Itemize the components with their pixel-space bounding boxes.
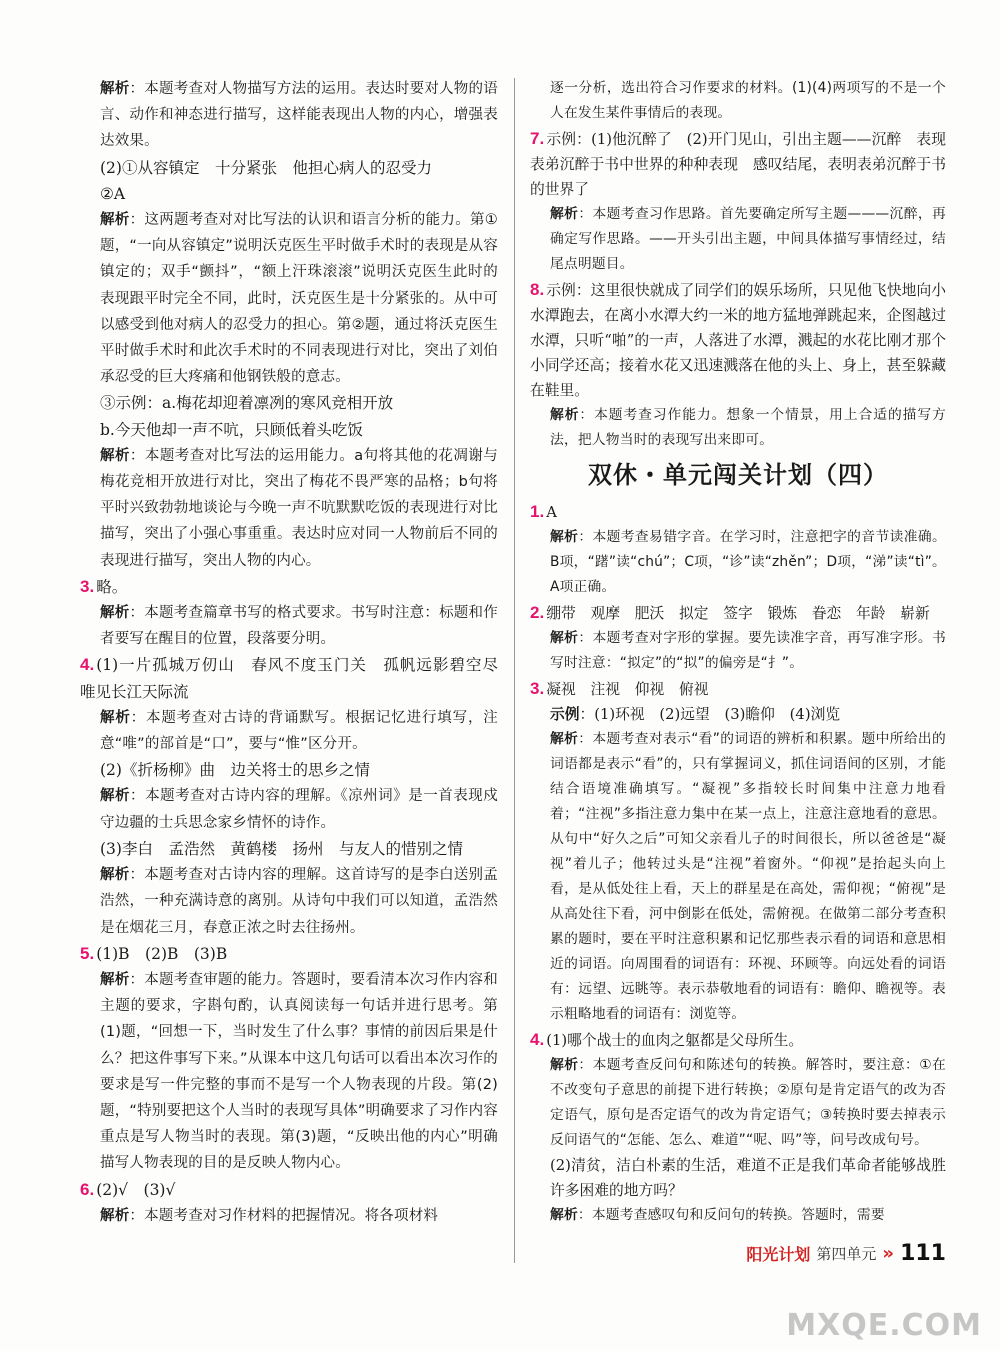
question-number: 3. — [530, 679, 545, 698]
paragraph-text: 逐一分析，选出符合习作要求的材料。(1)(4)两项写的不是一个人在发生某件事情后的表现。 — [550, 80, 946, 121]
answer-text: (1)哪个战士的血肉之躯都是父母所生。 — [546, 1032, 804, 1049]
explanation-paragraph — [530, 1203, 946, 1228]
explanation-paragraph — [80, 443, 498, 574]
paragraph-text: ：本题考查对表示“看”的词语的辨析和积累。题中所给出的词语都是表示“看”的，只有掌握词义，抓住词语间的区别，才能结合语境准确填写。“凝视”多指较长时间集中注意力地看着；“注视”多指注意力集中在某一点上，注意注意地看的意思。从句中“好久之后”可知父亲看儿子的时间很长，所以爸爸是“凝视”着儿子；他转过头是“注视”着窗外。“仰视”是抬起头向上看，是从低处往上看，天上的群星是在高处，需仰视；“俯视”是从高处往下看，河中倒影在低处，需俯视。在做第二部分考查积累的题时，要在平时注意积累和记忆那些表示看的词语和意思相近的词语。向周围看的词语有：环视、环顾等。向远处看的词语有：远望、远眺等。表示恭敬地看的词语有：瞻仰、瞻视等。表示粗略地看的词语有：浏览等。 — [550, 731, 947, 1022]
right-column — [530, 76, 946, 1228]
question-number: 8. — [530, 280, 545, 299]
answer-text: 绷带 观摩 肥沃 拟定 签字 锻炼 眷恋 年龄 崭新 — [546, 605, 930, 622]
question-item — [80, 652, 514, 704]
paragraph-text: ：本题考查审题的能力。答题时，要看清本次习作内容和主题的要求，字斟句酌，认真阅读每一句话并进行思考。第(1)题，“回想一下，当时发生了什么事？事情的前因后果是什么？把这件事写下来。”从课本中这几句话可以看出本次习作的要求是写一件完整的事而不是写一个人物表现的片段。第(2)题，“特别要把这个人当时的表现写具体”明确要求了习作内容重点是写人物当时的表现。第(3)题，“反映出他的内心”明确描写人物表现的目的是反映人物内心。 — [100, 971, 498, 1172]
label: 解析 — [100, 867, 130, 884]
question-item — [530, 277, 946, 403]
paragraph-text: ③示例：a.梅花却迎着凛冽的寒风竞相开放 — [100, 394, 394, 413]
answer-text: 略。 — [96, 577, 128, 596]
paragraph-text: ：这两题考查对对比写法的认识和语言分析的能力。第①题，“一向从容镇定”说明沃克医生平时做手术时的表现是从容镇定的；双手“颤抖”，“额上汗珠滚滚”说明沃克医生此时的表现跟平时完全不同，此时，沃克医生是十分紧张的。从中可以感受到他对病人的忍受力的担心。第②题，通过将沃克医生平时做手术时和此次手术时的不同表现进行对比，突出了刘伯承忍受的巨大疼痛和他钢铁般的意志。 — [100, 212, 499, 386]
question-number: 5. — [80, 943, 95, 963]
question-number: 1. — [530, 502, 545, 521]
question-item — [530, 676, 946, 702]
answer-line — [80, 417, 498, 443]
paragraph-text: ：本题考查对古诗内容的理解。《凉州词》是一首表现戍守边疆的士兵思念家乡情怀的诗作。 — [100, 788, 498, 831]
explanation-paragraph — [80, 705, 498, 757]
label: 解析 — [550, 407, 580, 423]
answer-text: A — [546, 504, 557, 521]
question-number: 4. — [530, 1030, 545, 1049]
label: 解析 — [100, 788, 131, 805]
answer-line — [80, 155, 498, 181]
question-item — [80, 574, 498, 600]
explanation-paragraph — [80, 600, 498, 652]
paragraph-text: ：(1)环视 (2)远望 (3)瞻仰 (4)浏览 — [579, 706, 841, 723]
paragraph-text: (2)清贫，洁白朴素的生活，难道不正是我们革命者能够战胜许多困难的地方吗？ — [550, 1157, 946, 1199]
paragraph-text: ：本题考查对字形的掌握。要先读准字音，再写准字形。书写时注意：“拟定”的“拟”的偏旁是“扌”。 — [550, 630, 947, 671]
paragraph-text: ：本题考查对比写法的运用能力。a句将其他的花凋谢与梅花竞相开放进行对比，突出了梅花不畏严寒的品格；b句将平时兴致勃勃地谈论与今晚一声不吭默默吃饭的表现进行对比描写，突出了小强心事重重。表达时应对同一人物前后不同的表现进行描写，突出人物的内心。 — [100, 447, 498, 569]
double-chevron-icon: » — [882, 1242, 895, 1264]
answer-text: 示例：(1)他沉醉了 (2)开门见山，引出主题——沉醉 表现表弟沉醉于书中世界的种种表现 感叹结尾，表明表弟沉醉于书的世界了 — [530, 131, 946, 198]
paragraph-text: ：本题考查习作能力。想象一个情景，用上合适的描写方法，把人物当时的表现写出来即可。 — [550, 407, 946, 448]
page-footer — [746, 1238, 946, 1268]
paragraph-text: ②A — [100, 184, 126, 203]
paragraph-text: ：本题考查感叹句和反问句的转换。答题时，需要 — [577, 1207, 885, 1223]
paragraph-text: ：本题考查对习作材料的把握情况。将各项材料 — [129, 1207, 439, 1224]
label: 解析 — [100, 81, 130, 97]
label: 解析 — [100, 709, 131, 726]
question-item — [530, 499, 946, 525]
paragraph-text: ：本题考查对人物描写方法的运用。表达时要对人物的语言、动作和神态进行描写，这样能表现出人物的内心，增强表达效果。 — [100, 81, 498, 150]
section-title: 双休・单元闯关计划（四） — [588, 461, 888, 489]
explanation-paragraph — [80, 862, 498, 941]
label: 解析 — [550, 529, 579, 545]
label: 解析 — [550, 1057, 579, 1073]
question-number: 4. — [80, 655, 95, 675]
question-number: 3. — [80, 576, 95, 596]
paragraph-text: (2)①从容镇定 十分紧张 他担心病人的忍受力 — [100, 158, 432, 177]
explanation-paragraph — [530, 727, 946, 1027]
answer-text: (1)一片孤城万仞山 春风不度玉门关 孤帆远影碧空尽 唯见长江天际流 — [80, 656, 514, 701]
explanation-paragraph — [80, 967, 498, 1177]
question-number: 7. — [530, 129, 545, 148]
page-number: 111 — [900, 1240, 946, 1266]
brand-label: 阳光计划 — [746, 1244, 811, 1264]
label: 示例 — [550, 706, 580, 723]
answer-text: (1)B (2)B (3)B — [96, 944, 228, 963]
label: 解析 — [550, 1207, 578, 1223]
question-number: 2. — [530, 603, 545, 622]
paragraph-text: ：本题考查反问句和陈述句的转换。解答时，要注意：①在不改变句子意思的前提下进行转换；②原句是肯定语气的改为否定语气，原句是否定语气的改为肯定语气；③转换时要去掉表示反问语气的“怎能、怎么、难道”“呢、吗”等，问号改成句号。 — [550, 1057, 946, 1148]
explanation-paragraph — [80, 76, 498, 155]
answer-text: (2)√ (3)√ — [96, 1180, 176, 1199]
paragraph-text: b.今天他却一声不吭，只顾低着头吃饭 — [100, 420, 363, 439]
explanation-paragraph — [530, 525, 946, 600]
answer-line — [530, 1153, 946, 1203]
explanation-paragraph — [530, 403, 946, 453]
left-column — [80, 76, 514, 1229]
explanation-paragraph — [80, 783, 498, 835]
label: 解析 — [100, 447, 130, 464]
watermark: MXQE.COM — [786, 1308, 982, 1343]
explanation-paragraph — [530, 626, 946, 676]
answer-line — [80, 181, 498, 207]
answer-line — [80, 390, 498, 416]
paragraph-text: ：本题考查篇章书写的格式要求。书写时注意：标题和作者要写在醒目的位置，段落要分明。 — [100, 605, 498, 648]
answer-line — [80, 757, 498, 783]
unit-label: 第四单元 — [816, 1244, 877, 1263]
paragraph-text: ：本题考查对古诗内容的理解。这首诗写的是李白送别孟浩然，一种充满诗意的离别。从诗句中我们可以知道，孟浩然是在烟花三月，春意正浓之时去往扬州。 — [100, 867, 498, 936]
paragraph-text: (2)《折杨柳》曲 边关将士的思乡之情 — [100, 761, 370, 780]
explanation-paragraph — [80, 207, 498, 390]
explanation-paragraph — [530, 76, 946, 126]
explanation-paragraph — [530, 1053, 946, 1153]
answer-line — [530, 702, 946, 727]
answer-line — [80, 836, 498, 862]
explanation-paragraph — [80, 1203, 498, 1229]
label: 解析 — [100, 1207, 130, 1224]
label: 解析 — [550, 206, 579, 222]
answer-text: 凝视 注视 仰视 俯视 — [546, 681, 709, 698]
question-item — [530, 126, 946, 202]
label: 解析 — [100, 605, 130, 622]
column-divider — [514, 78, 515, 1263]
answer-text: 示例：这里很快就成了同学们的娱乐场所，只见他飞快地向小水潭跑去，在离小水潭大约一米的地方猛地弹跳起来，企图越过水潭，只听“啪”的一声，人落进了水潭，溅起的水花比刚才那个小同学还高；接着水花又迅速溅落在他的头上、身上，甚至躲藏在鞋里。 — [530, 282, 946, 399]
question-item — [530, 1027, 946, 1053]
paragraph-text: (3)李白 孟浩然 黄鹤楼 扬州 与友人的惜别之情 — [100, 839, 463, 858]
label: 解析 — [550, 731, 579, 747]
question-number: 6. — [80, 1179, 95, 1199]
paragraph-text: ：本题考查习作思路。首先要确定所写主题———沉醉，再确定写作思路。——开头引出主题，中间具体描写事情经过，结尾点明题目。 — [550, 206, 947, 272]
label: 解析 — [100, 212, 130, 229]
label: 解析 — [100, 971, 130, 988]
question-item — [80, 1177, 498, 1203]
question-item — [80, 941, 498, 967]
paragraph-text: ：本题考查易错字音。在学习时，注意把字的音节读准确。B项，“躇”读“chú”；C项，“诊”读“zhěn”；D项，“涕”读“tì”。A项正确。 — [550, 529, 947, 595]
paragraph-text: ：本题考查对古诗的背诵默写。根据记忆进行填写，注意“唯”的部首是“口”，要与“惟”区分开。 — [100, 709, 498, 753]
label: 解析 — [550, 630, 579, 646]
question-item — [530, 600, 946, 626]
explanation-paragraph — [530, 202, 946, 277]
